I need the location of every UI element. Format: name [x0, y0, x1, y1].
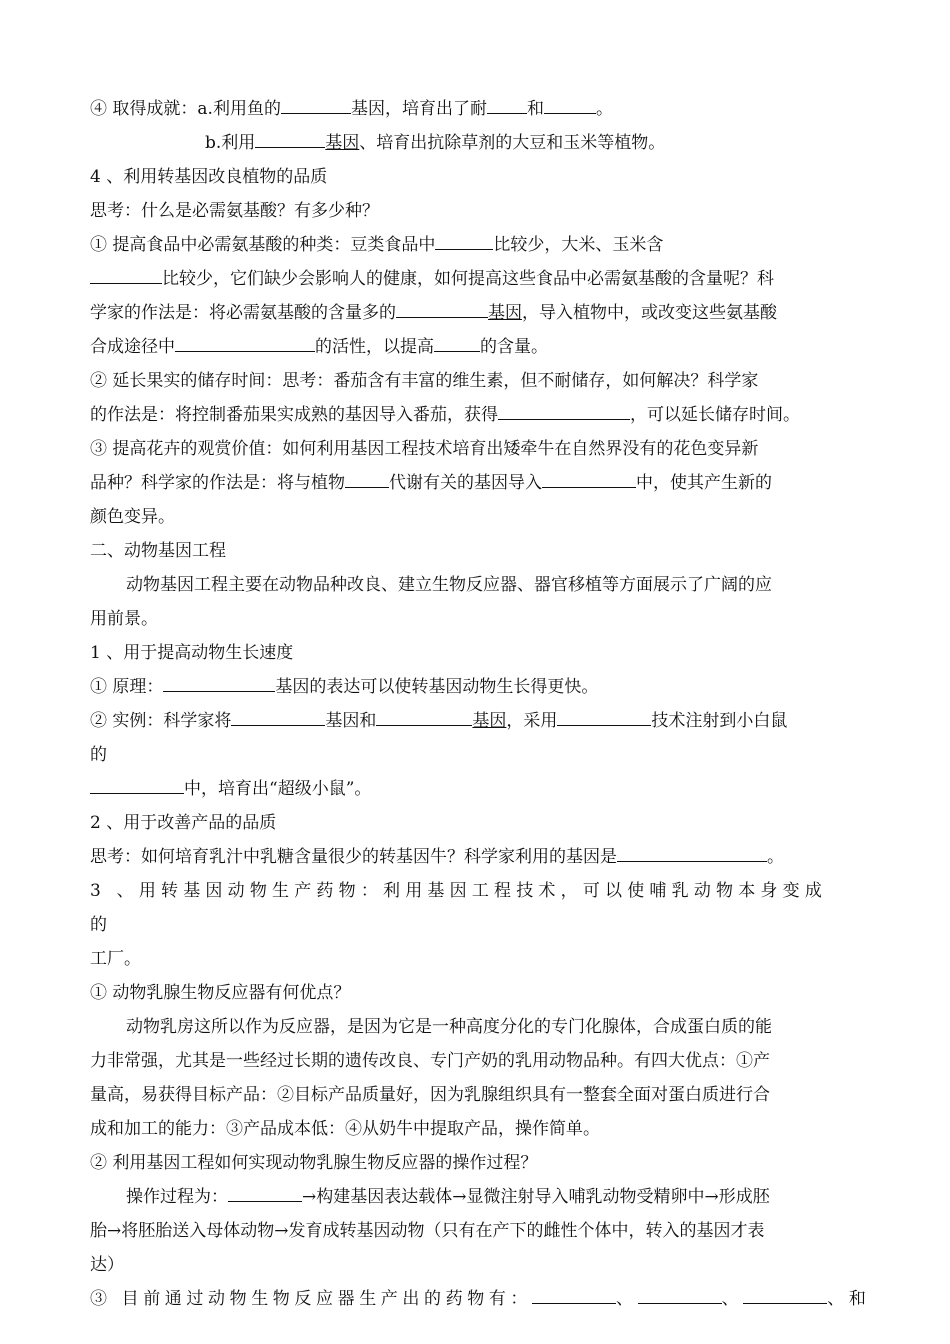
- text: 基因，培育出了耐: [350, 99, 487, 119]
- text: 技术注射到小白鼠: [651, 711, 788, 731]
- text: 二、动物基因工程: [90, 541, 226, 561]
- text: 动物基因工程主要在动物品种改良、建立生物反应器、器官移植等方面展示了广阔的应: [126, 575, 772, 595]
- answer-blank[interactable]: [435, 232, 493, 250]
- text-line: [90, 704, 880, 738]
- text-line: [90, 126, 880, 160]
- text: 、和: [827, 1289, 871, 1309]
- text: 合成途径中: [90, 337, 175, 357]
- answer-blank[interactable]: [487, 96, 527, 114]
- text-line: [90, 772, 880, 806]
- text-line: [90, 568, 880, 602]
- text: ① 提高食品中必需氨基酸的种类：豆类食品中: [90, 235, 436, 255]
- text-line: [90, 670, 880, 704]
- text-line: [90, 330, 880, 364]
- text: 3 、用转基因动物生产药物：利用基因工程技术，可以使哺乳动物本身变成: [90, 881, 828, 901]
- answer-blank[interactable]: [557, 708, 651, 726]
- text: 中，使其产生新的: [636, 473, 772, 493]
- text: ③ 提高花卉的观赏价值：如何利用基因工程技术培育出矮牵牛在自然界没有的花色变异新: [90, 439, 759, 459]
- text: 4 、利用转基因改良植物的品质: [90, 167, 328, 187]
- text: 比较少，它们缺少会影响人的健康，如何提高这些食品中必需氨基酸的含量呢？科: [162, 269, 774, 289]
- text: 基因: [325, 133, 360, 153]
- text-line: [90, 840, 880, 874]
- text-line: [90, 1180, 880, 1214]
- answer-blank[interactable]: [175, 334, 315, 352]
- answer-blank[interactable]: [617, 844, 767, 862]
- section-heading: [90, 636, 880, 670]
- text: ，导入植物中，或改变这些氨基酸: [522, 303, 777, 323]
- text-line: [90, 194, 880, 228]
- text: 。: [595, 99, 613, 119]
- text-line: [90, 398, 880, 432]
- text: ② 实例：科学家将: [90, 711, 232, 731]
- section-heading: [90, 160, 880, 194]
- text-line: [90, 500, 880, 534]
- answer-blank[interactable]: [90, 266, 162, 284]
- text: 成和加工的能力：③产品成本低：④从奶牛中提取产品，操作简单。: [90, 1119, 600, 1139]
- text: 比较少，大米、玉米含: [493, 235, 664, 255]
- answer-blank[interactable]: [743, 1286, 827, 1304]
- text: 工厂。: [90, 949, 141, 969]
- text-line: [90, 1214, 880, 1248]
- text: ② 利用基因工程如何实现动物乳腺生物反应器的操作过程？: [90, 1153, 538, 1173]
- answer-blank[interactable]: [498, 402, 630, 420]
- text-line: [90, 738, 880, 772]
- text: ② 延长果实的储存时间：思考：番茄含有丰富的维生素，但不耐储存，如何解决？科学家: [90, 371, 759, 391]
- text: 中，培育出“超级小鼠”。: [184, 779, 372, 799]
- answer-blank[interactable]: [255, 130, 325, 148]
- answer-blank[interactable]: [638, 1286, 722, 1304]
- text: ④ 取得成就：a.利用鱼的: [90, 99, 281, 119]
- text: 胎→将胚胎送入母体动物→发育成转基因动物（只有在产下的雌性个体中，转入的基因才表: [90, 1221, 765, 1241]
- text: ③ 目前通过动物生物反应器生产出的药物有：: [90, 1289, 533, 1309]
- text-line: [90, 432, 880, 466]
- answer-blank[interactable]: [542, 470, 636, 488]
- text: 学家的作法是：将必需氨基酸的含量多的: [90, 303, 396, 323]
- text: ，采用: [506, 711, 558, 731]
- text: 颜色变异。: [90, 507, 175, 527]
- section-heading: [90, 806, 880, 840]
- text: 品种？科学家的作法是：将与植物: [90, 473, 345, 493]
- text: 量高，易获得目标产品：②目标产品质量好，因为乳腺组织具有一整套全面对蛋白质进行合: [90, 1085, 770, 1105]
- answer-blank[interactable]: [434, 334, 480, 352]
- text-line: [90, 1044, 880, 1078]
- text: 基因: [472, 711, 507, 731]
- text: 基因: [488, 303, 522, 323]
- text: 1 、用于提高动物生长速度: [90, 643, 294, 663]
- text-line: [90, 1010, 880, 1044]
- answer-blank[interactable]: [345, 470, 389, 488]
- text: 的: [90, 745, 107, 765]
- text: 用前景。: [90, 609, 158, 629]
- text-line: [90, 908, 880, 942]
- text: 和: [526, 99, 544, 119]
- answer-blank[interactable]: [163, 674, 275, 692]
- answer-blank[interactable]: [90, 776, 184, 794]
- text-line: [90, 92, 880, 126]
- text: 操作过程为：: [126, 1187, 228, 1207]
- text: 思考：什么是必需氨基酸？有多少种？: [90, 201, 379, 221]
- text: 的含量。: [480, 337, 548, 357]
- text-line: [90, 1112, 880, 1146]
- text: 的作法是：将控制番茄果实成熟的基因导入番茄，获得: [90, 405, 498, 425]
- text-line: [90, 976, 880, 1010]
- text-line: [90, 1248, 880, 1282]
- answer-blank[interactable]: [231, 708, 325, 726]
- text: 动物乳房这所以作为反应器，是因为它是一种高度分化的专门化腺体，合成蛋白质的能: [126, 1017, 772, 1037]
- text: 。: [767, 847, 784, 867]
- answer-blank[interactable]: [544, 96, 596, 114]
- text: 基因的表达可以使转基因动物生长得更快。: [275, 677, 599, 697]
- text: 代谢有关的基因导入: [389, 473, 542, 493]
- text-line: [90, 942, 880, 976]
- text-line: [90, 364, 880, 398]
- section-heading: [90, 874, 880, 908]
- text-line: [90, 1146, 880, 1180]
- text-line: [90, 296, 880, 330]
- text: 的活性，以提高: [315, 337, 434, 357]
- text-line: [90, 1078, 880, 1112]
- text: →构建基因表达载体→显微注射导入哺乳动物受精卵中→形成胚: [302, 1187, 770, 1207]
- answer-blank[interactable]: [396, 300, 488, 318]
- text: 的: [90, 915, 107, 935]
- text: 基因和: [325, 711, 377, 731]
- text: ① 原理：: [90, 677, 164, 697]
- answer-blank[interactable]: [376, 708, 472, 726]
- answer-blank[interactable]: [281, 96, 351, 114]
- text: 达）: [90, 1255, 124, 1275]
- text-line: [90, 602, 880, 636]
- text: b.利用: [205, 133, 256, 153]
- text: 思考：如何培育乳汁中乳糖含量很少的转基因牛？科学家利用的基因是: [90, 847, 617, 867]
- document-page: [90, 92, 880, 1316]
- text-line: [90, 1282, 880, 1316]
- text: 2 、用于改善产品的品质: [90, 813, 277, 833]
- section-heading: [90, 534, 880, 568]
- text-line: [90, 466, 880, 500]
- text: 力非常强，尤其是一些经过长期的遗传改良、专门产奶的乳用动物品种。有四大优点：①产: [90, 1051, 770, 1071]
- text: ，可以延长储存时间。: [630, 405, 800, 425]
- text-line: [90, 228, 880, 262]
- answer-blank[interactable]: [532, 1286, 616, 1304]
- text-line: [90, 262, 880, 296]
- text: 、: [616, 1289, 638, 1309]
- answer-blank[interactable]: [228, 1184, 302, 1202]
- text: 、: [721, 1289, 744, 1309]
- text: ① 动物乳腺生物反应器有何优点？: [90, 983, 351, 1003]
- text: 、培育出抗除草剂的大豆和玉米等植物。: [359, 133, 666, 153]
